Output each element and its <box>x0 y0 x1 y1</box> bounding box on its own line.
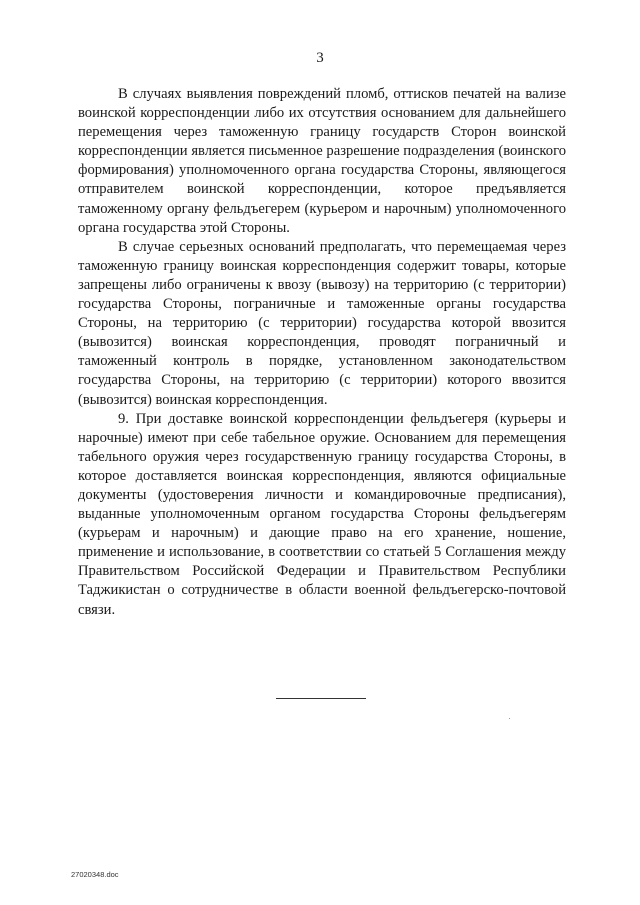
paragraph-customs-control: В случае серьезных оснований предполагать, что перемещаемая через таможенную границу воинская корреспонденция содержит товары, которые запрещены либо ограничены к ввозу (вывозу) на территорию (с территории) государства Стороны, пограничные и таможенные органы государства Стороны, на территорию (с территории) государства которой ввозится (вывозится) воинская корреспонденция, проводят пограничный и таможенный контроль в порядке, установленном законодательством государства Стороны, на территорию (с территории) которого ввозится (вывозится) воинская корреспонденция. <box>78 238 566 408</box>
end-separator-line <box>276 698 366 699</box>
scan-speck <box>509 718 510 719</box>
paragraph-service-weapons: 9. При доставке воинской корреспонденции фельдъегеря (курьеры и нарочные) имеют при себе табельное оружие. Основанием для перемещения табельного оружия через государственную границу государства Стороны, в которое доставляется воинская корреспонденция, являются официальные документы (удостоверения личности и командировочные предписания), выданные уполномоченным органом государства Стороны фельдъегерям (курьерам и нарочным) и дающие право на его хранение, ношение, применение и использование, в соответствии со статьей 5 Соглашения между Правительством Российской Федерации и Правительством Республики Таджикистан о сотрудничестве в области военной фельдъегерско-почтовой связи. <box>78 410 566 618</box>
page-number: 3 <box>316 50 324 66</box>
footer-file-name: 27020348.doc <box>71 870 119 879</box>
document-body <box>78 85 566 620</box>
paragraph-seal-damage: В случаях выявления повреждений пломб, оттисков печатей на вализе воинской корреспонденции либо их отсутствия основанием для дальнейшего перемещения через таможенную границу государств Сторон воинской корреспонденции является письменное разрешение подразделения (воинского формирования) уполномоченного органа государства Стороны, являющегося отправителем воинской корреспонденции, которое предъявляется таможенному органу фельдъегерем (курьером и нарочным) уполномоченного органа государства этой Стороны. <box>78 86 566 236</box>
